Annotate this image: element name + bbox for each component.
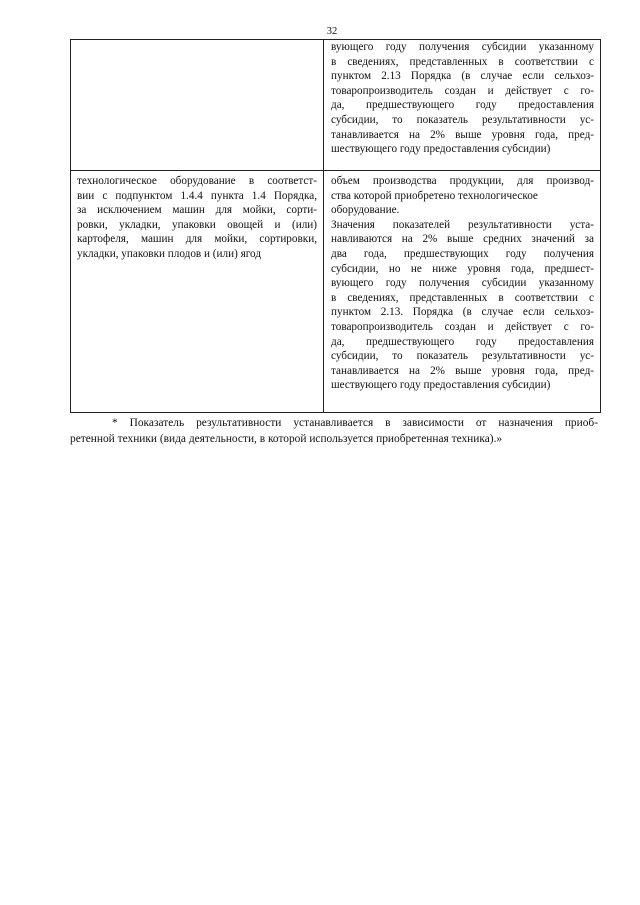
text-line: ства которой приобретено технологическое xyxy=(331,189,538,202)
footnote-line: * Показатель результативности устанавливается в зависимости от назначения приоб- xyxy=(112,417,598,429)
text-line: Значения показателей результативности уста- xyxy=(331,218,594,231)
text-line: товаропроизводитель создан и действует с го- xyxy=(331,84,594,97)
text-line: навливаются на 2% выше средних значений за xyxy=(331,233,594,246)
table-row xyxy=(71,40,601,171)
text-line: в сведениях, представленных в соответствии с xyxy=(331,291,594,304)
text-line: танавливается на 2% выше уровня года, пред- xyxy=(331,128,594,141)
table-row xyxy=(71,171,601,413)
text-line: технологическое оборудование в соответст- xyxy=(77,175,317,187)
text-line: шествующего году предоставления субсидии) xyxy=(331,143,551,156)
text-line: два года, предшествующих году получения xyxy=(331,247,594,260)
footnote-line: ретенной техники (вида деятельности, в которой используется приобретенная техника).» xyxy=(70,433,503,445)
text-line: пунктом 2.13. Порядка (в случае если сельхоз- xyxy=(331,306,594,319)
footnote xyxy=(70,415,598,447)
text-line: товаропроизводитель создан и действует с го- xyxy=(331,320,594,333)
text-line: объем производства продукции, для производ- xyxy=(331,175,594,187)
page-number: 32 xyxy=(326,26,338,37)
text-line: да, предшествующего году предоставления xyxy=(331,99,594,112)
text-line: субсидии, но не ниже уровня года, предшест- xyxy=(331,262,594,275)
text-line: ровки, укладки, упаковки овощей и (или) xyxy=(77,218,317,231)
text-line: за исключением машин для мойки, сорти- xyxy=(77,204,317,217)
table-cell-left xyxy=(71,40,324,171)
text-line: субсидии, то показатель результативности ус- xyxy=(331,350,594,363)
text-line: да, предшествующего году предоставления xyxy=(331,335,594,348)
text-line: субсидии, то показатель результативности ус- xyxy=(331,113,594,126)
text-line: укладки, упаковки плодов и (или) ягод xyxy=(77,247,262,260)
table-cell-right xyxy=(324,171,601,413)
text-line: оборудование. xyxy=(331,204,400,217)
text-line: танавливается на 2% выше уровня года, пред- xyxy=(331,364,594,377)
text-line: картофеля, машин для мойки, сортировки, xyxy=(77,233,317,246)
document-table xyxy=(70,39,601,413)
text-line: вии с подпунктом 1.4.4 пункта 1.4 Порядка, xyxy=(77,189,317,202)
text-line: в сведениях, представленных в соответствии с xyxy=(331,55,594,68)
text-line: вующего году получения субсидии указанному xyxy=(331,277,594,290)
text-line: шествующего году предоставления субсидии) xyxy=(331,379,551,392)
table-cell-right xyxy=(324,40,601,171)
table-cell-left xyxy=(71,171,324,413)
text-line: вующего году получения субсидии указанному xyxy=(331,41,594,53)
text-line: пунктом 2.13 Порядка (в случае если сельхоз- xyxy=(331,70,594,83)
